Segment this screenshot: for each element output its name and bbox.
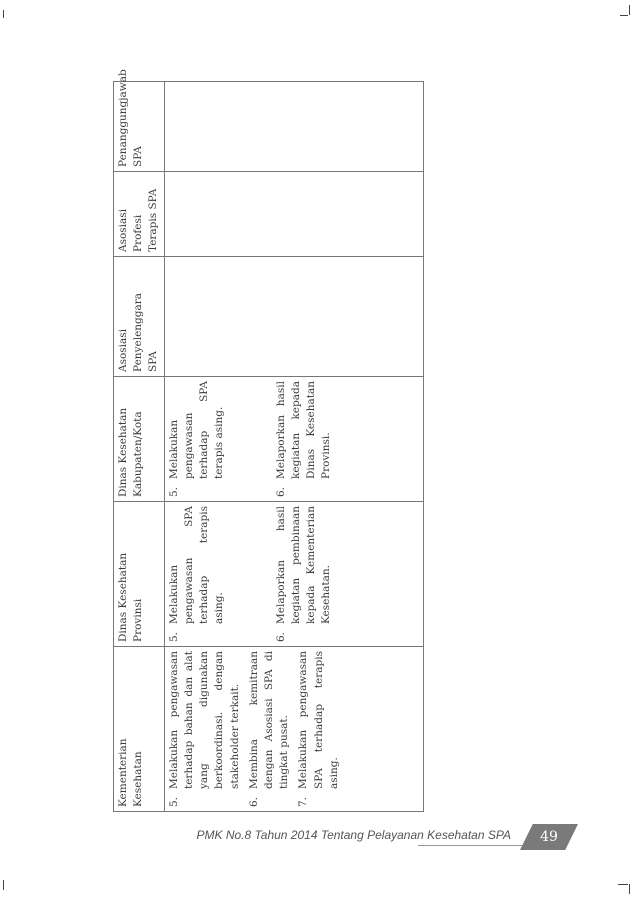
list-item: 5. Melakukan pengawasan terhadap bahan dan alat yang digunakan berkoordinasi. dengan stakeholder terkait. [167, 651, 241, 807]
responsibility-table [113, 69, 424, 812]
table-body-row [164, 82, 423, 812]
footer-title: PMK No.8 Tahun 2014 Tentang Pelayanan Kesehatan SPA [196, 828, 511, 842]
header-asosiasi-penyelenggara: Asosiasi Penyelenggara SPA [114, 257, 165, 377]
header-asosiasi-profesi: Asosiasi Profesi Terapis SPA [114, 172, 165, 257]
crop-mark-bottom-right-h [618, 884, 628, 885]
cell-asosiasi-profesi [164, 172, 423, 257]
cell-penanggungjawab [164, 82, 423, 172]
list-item: 5. Melakukan pengawasan terhadap SPA terapis asing. [167, 381, 226, 497]
crop-mark-top-right-v [629, 5, 630, 15]
list-item: 6. Melaporkan hasil kegiatan kepada Dinas Kesehatan Provinsi. [274, 381, 333, 497]
cell-dinkes-provinsi [164, 502, 423, 647]
cell-dinkes-kabkota [164, 377, 423, 502]
footer-divider [418, 845, 528, 846]
crop-mark-bottom-right-v [629, 884, 630, 894]
list-item: 5. Melakukan pengawasan SPA terhadap terapis asing. [167, 506, 226, 642]
cell-kementerian [164, 647, 423, 812]
cell-asosiasi-penyelenggara [164, 257, 423, 377]
header-penanggungjawab: Penanggungjawab SPA [114, 82, 165, 172]
list-item: 6. Melaporkan hasil kegiatan pembinaan kepada Kementerian Kesehatan. [274, 506, 333, 642]
page-number: 49 [540, 829, 558, 845]
table-header-row [114, 82, 165, 812]
header-dinkes-kabkota: Dinas Kesehatan Kabupaten/Kota [114, 377, 165, 502]
list-item: 6. Membina kemitraan dengan Asosiasi SPA di tingkat pusat. [247, 651, 291, 807]
crop-mark-top-left [3, 10, 4, 18]
header-kementerian: Kementerian Kesehatan [114, 647, 165, 812]
crop-mark-bottom-left [3, 880, 4, 890]
list-item: 7. Melakukan pengawasan SPA terhadap terapis asing. [297, 651, 340, 807]
rotated-table-container [113, 69, 424, 812]
crop-mark-top-right-h [620, 15, 628, 16]
header-dinkes-provinsi: Dinas Kesehatan Provinsi [114, 502, 165, 647]
